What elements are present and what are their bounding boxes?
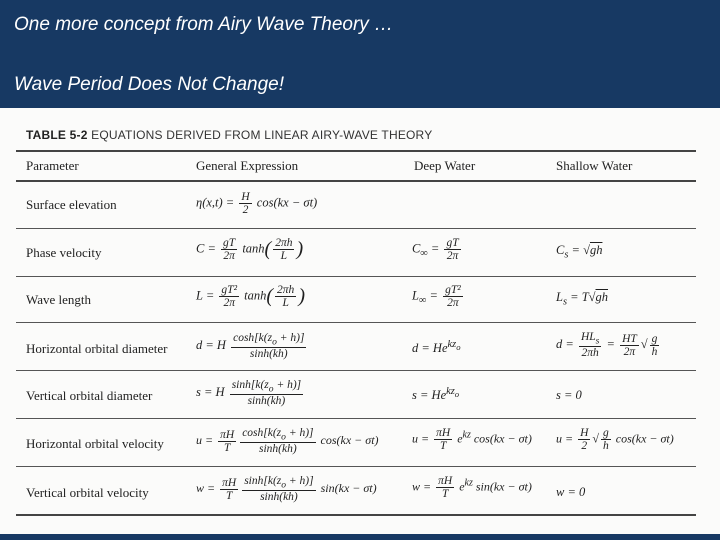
row-general: u = $\frac{\pi H}{T}$ $\frac{\cosh[k(z_o + h)]}{\sinh(kh)}$ cos(kx − σt) <box>196 427 379 456</box>
row-deep: $L_\infty$ = $\frac{\text{gT²}}{2\pi}$ <box>412 284 461 310</box>
row-general: L = $\frac{\text{gT²}}{2\pi}$ tanh( $\frac{2\pi h}{L}$ ) <box>196 284 305 310</box>
row-param: Vertical orbital velocity <box>26 485 149 500</box>
row-general: w = $\frac{\pi H}{T}$ $\frac{\sinh[k(z_o + h)]}{\sinh(kh)}$ sin(kx − σt) <box>196 475 377 504</box>
row-general: d = H $\frac{\cosh[k(z_o + h)]}{\sinh(kh)}$ <box>196 332 305 361</box>
slide-title-line-2: Wave Period Does Not Change! <box>14 74 285 95</box>
column-header-parameter: Parameter <box>26 158 79 173</box>
row-deep: u = $\frac{\pi H}{T}$ $e^{kz}$ cos(kx − σt) <box>412 427 532 453</box>
row-general: η(x,t) = $\frac{H}{2}$ cos(kx − σt) <box>196 191 318 217</box>
table-bottom-rule <box>16 514 696 516</box>
table-row <box>0 181 720 229</box>
table-row <box>0 277 720 325</box>
table-top-rule <box>16 150 696 152</box>
row-shallow: w = 0 <box>556 485 586 499</box>
table-number: TABLE 5-2 <box>26 128 88 142</box>
row-param: Horizontal orbital diameter <box>26 341 168 356</box>
column-header-deep: Deep Water <box>414 158 476 173</box>
table-title <box>26 128 432 142</box>
column-header-general: General Expression <box>196 158 299 173</box>
row-param: Wave length <box>26 292 92 307</box>
row-shallow: u = $\frac{H}{2}$ √ $\frac{g}{h}$ cos(kx − σt) <box>556 427 674 453</box>
table-caption: EQUATIONS DERIVED FROM LINEAR AIRY-WAVE THEORY <box>91 128 433 142</box>
row-general: C = $\frac{gT}{2\pi}$ tanh( $\frac{2\pi h}{L}$ ) <box>196 237 304 263</box>
row-deep: $s = He^{kz_o}$ <box>412 386 460 403</box>
table-row <box>0 419 720 467</box>
slide-title-line-1: One more concept from Airy Wave Theory … <box>14 14 394 35</box>
row-deep: $C_\infty$ = $\frac{gT}{2\pi}$ <box>412 237 459 263</box>
row-deep: w = $\frac{\pi H}{T}$ $e^{kz}$ sin(kx − σt) <box>412 475 532 501</box>
row-shallow: $C_s = √gh$ <box>556 243 603 261</box>
row-shallow: d = $\frac{HL_s}{2\pi h}$ = $\frac{HT}{2\pi}$ √ $\frac{g}{h}$ <box>556 331 658 360</box>
column-header-shallow: Shallow Water <box>556 158 633 173</box>
slide-header <box>0 0 720 108</box>
row-general: s = H $\frac{\sinh[k(z_o + h)]}{\sinh(kh)}$ <box>196 379 302 408</box>
slide-footer-bar <box>0 534 720 540</box>
row-param: Phase velocity <box>26 245 102 260</box>
row-deep: $d = He^{kz_o}$ <box>412 339 461 356</box>
row-param: Surface elevation <box>26 197 117 212</box>
table-row <box>0 229 720 277</box>
row-shallow: s = 0 <box>556 388 582 402</box>
row-param: Horizontal orbital velocity <box>26 436 164 451</box>
table-row <box>0 467 720 515</box>
table-row <box>0 323 720 371</box>
table-row <box>0 371 720 419</box>
row-shallow: $L_s = T√gh$ <box>556 290 609 308</box>
row-param: Vertical orbital diameter <box>26 388 153 403</box>
